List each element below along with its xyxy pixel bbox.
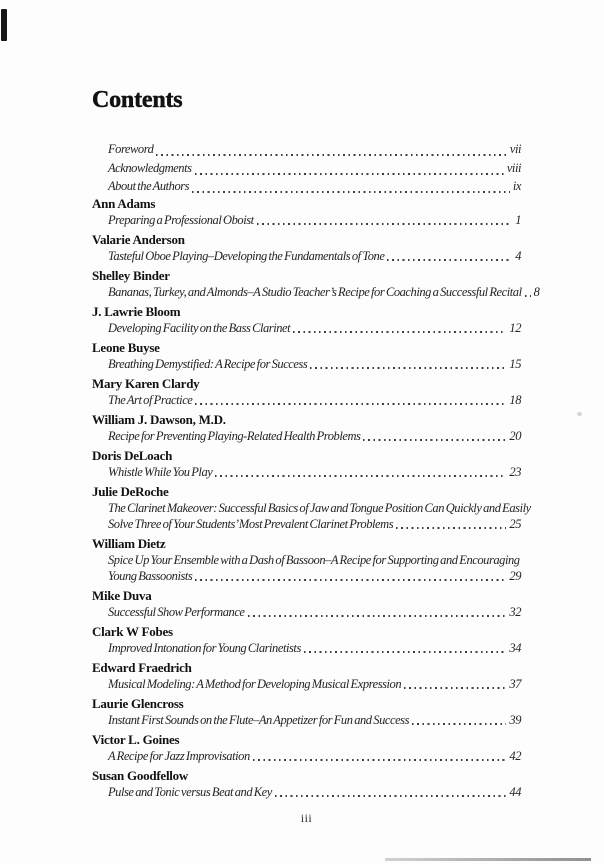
author-name: Edward Fraedrich [92, 659, 192, 675]
chapter-title-row [92, 552, 521, 568]
chapter-title-row [92, 392, 521, 408]
toc-title-text: Recipe for Preventing Playing-Related Health Problems [108, 428, 361, 443]
toc-title-text: Musical Modeling: A Method for Developing Musical Expression [108, 676, 402, 691]
page-ref: 42 [509, 748, 521, 763]
toc-entry [92, 448, 521, 480]
toc-entry [92, 376, 521, 408]
toc-entry [92, 588, 521, 620]
toc-title-text: Acknowledgments [108, 160, 192, 175]
chapter-title-row [92, 712, 521, 728]
toc-title-text: Tasteful Oboe Playing–Developing the Fundamentals of Tone [108, 248, 385, 263]
chapter-title-row [92, 676, 521, 692]
toc-entry [92, 768, 521, 800]
page-ref: 23 [509, 464, 521, 479]
dot-leader [404, 687, 506, 689]
page-ref: 37 [509, 676, 521, 691]
chapter-title-row [92, 428, 521, 444]
toc-entry [92, 340, 521, 372]
front-matter-list [92, 140, 521, 196]
page-ref: viii [506, 160, 521, 175]
dot-leader [195, 403, 506, 405]
toc-title-text: About the Authors [108, 179, 190, 193]
toc-entry [92, 267, 540, 300]
page-ref: 29 [509, 568, 521, 583]
chapter-title-row [92, 356, 521, 372]
front-matter-row [92, 177, 521, 196]
chapter-title-row [92, 748, 521, 764]
toc-title-text: Developing Facility on the Bass Clarinet [108, 320, 291, 335]
author-name: Valarie Anderson [92, 231, 185, 247]
author-name: J. Lawrie Bloom [92, 303, 181, 319]
toc-title-text: A Recipe for Jazz Improvisation [108, 748, 250, 763]
toc-entry [92, 483, 531, 532]
chapter-title-row [92, 284, 540, 300]
chapter-title-row [92, 604, 521, 620]
page-ref: 4 [515, 248, 521, 263]
toc-title-text: Young Bassoonists [108, 568, 193, 583]
toc-entry [92, 624, 521, 656]
contents-block [92, 86, 540, 800]
chapter-title-row [92, 212, 521, 228]
toc-title-text: Preparing a Professional Oboist [108, 212, 254, 227]
chapter-title-row [92, 500, 531, 516]
toc-entry [92, 412, 521, 444]
toc-title-text: Breathing Demystified: A Recipe for Success [108, 356, 308, 371]
chapter-title-row [92, 464, 521, 480]
toc-title-text: Bananas, Turkey, and Almonds–A Studio Teacher’s Recipe for Coaching a Successful Recital [108, 284, 522, 299]
toc-title-text: Whistle While You Play [108, 464, 213, 479]
page-ref: 18 [509, 392, 521, 407]
author-name: Ann Adams [92, 195, 156, 211]
toc-title-text: The Clarinet Makeover: Successful Basics of Jaw and Tongue Position Can Quickly and Easily [108, 500, 531, 515]
dot-leader [275, 795, 507, 797]
toc-entry [92, 232, 521, 264]
author-name: Doris DeLoach [92, 447, 173, 463]
page-ref: 25 [509, 516, 521, 531]
toc-entry [92, 536, 521, 584]
page-ref: 32 [509, 604, 521, 619]
toc-title-text: Improved Intonation for Young Clarinetists [108, 640, 301, 655]
toc-entry [92, 696, 521, 728]
dot-leader [525, 295, 531, 297]
page-ref: 8 [533, 284, 540, 299]
dot-leader [293, 331, 506, 333]
chapter-title-row [92, 516, 521, 532]
front-matter-row [92, 140, 521, 159]
page-ref: 15 [509, 356, 521, 371]
scan-artifact-bar [1, 9, 7, 41]
chapter-title-row [92, 568, 521, 584]
author-name: Mike Duva [92, 587, 152, 603]
toc-title-text: Solve Three of Your Students’ Most Prevalent Clarinet Problems [108, 516, 394, 531]
dot-leader [156, 154, 506, 156]
author-name: Julie DeRoche [92, 483, 169, 499]
toc-title-text: The Art of Practice [108, 392, 193, 407]
page-ref: 1 [515, 212, 521, 227]
scan-artifact-speck [577, 412, 582, 416]
page-ref: vii [509, 142, 521, 156]
scan-artifact-edge-line [385, 858, 591, 861]
dot-leader [396, 527, 506, 529]
dot-leader [192, 191, 510, 193]
author-name: Shelley Binder [92, 267, 170, 283]
toc-title-text: Pulse and Tonic versus Beat and Key [108, 784, 272, 799]
dot-leader [195, 173, 504, 175]
folio-page-number: iii [300, 811, 313, 825]
toc-entry [92, 732, 521, 764]
author-name: Mary Karen Clardy [92, 375, 200, 391]
author-name: Clark W Fobes [92, 623, 173, 639]
toc-entry [92, 196, 521, 228]
author-name: Susan Goodfellow [92, 767, 189, 783]
page-ref: 39 [509, 712, 521, 727]
page-ref: 20 [509, 428, 521, 443]
dot-leader [215, 475, 506, 477]
toc-title-text: Instant First Sounds on the Flute–An Appetizer for Fun and Success [108, 712, 410, 727]
dot-leader [248, 615, 507, 617]
toc-entry [92, 660, 521, 692]
page-ref: 12 [509, 320, 521, 335]
toc-title-text: Foreword [108, 142, 154, 156]
dot-leader [257, 223, 513, 225]
author-name: William Dietz [92, 535, 166, 551]
chapter-title-row [92, 320, 521, 336]
toc-entry-list [92, 195, 540, 800]
front-matter-row [92, 159, 521, 178]
toc-title-text: Successful Show Performance [108, 604, 245, 619]
dot-leader [412, 723, 506, 725]
toc-title-text: Spice Up Your Ensemble with a Dash of Bassoon–A Recipe for Supporting and Encouraging [108, 552, 520, 567]
chapter-title-row [92, 248, 521, 264]
toc-entry [92, 304, 521, 336]
chapter-title-row [92, 640, 521, 656]
page-ref: 44 [509, 784, 521, 799]
author-name: Laurie Glencross [92, 695, 184, 711]
page-ref: 34 [509, 640, 521, 655]
dot-leader [310, 367, 506, 369]
dot-leader [304, 651, 507, 653]
dot-leader [363, 439, 506, 441]
dot-leader [387, 259, 512, 261]
author-name: William J. Dawson, M.D. [92, 411, 226, 427]
page-title: Contents [92, 87, 183, 113]
author-name: Victor L. Goines [92, 731, 180, 747]
chapter-title-row [92, 784, 521, 800]
dot-leader [253, 759, 507, 761]
page-ref: ix [512, 179, 521, 193]
dot-leader [195, 579, 506, 581]
author-name: Leone Buyse [92, 339, 160, 355]
